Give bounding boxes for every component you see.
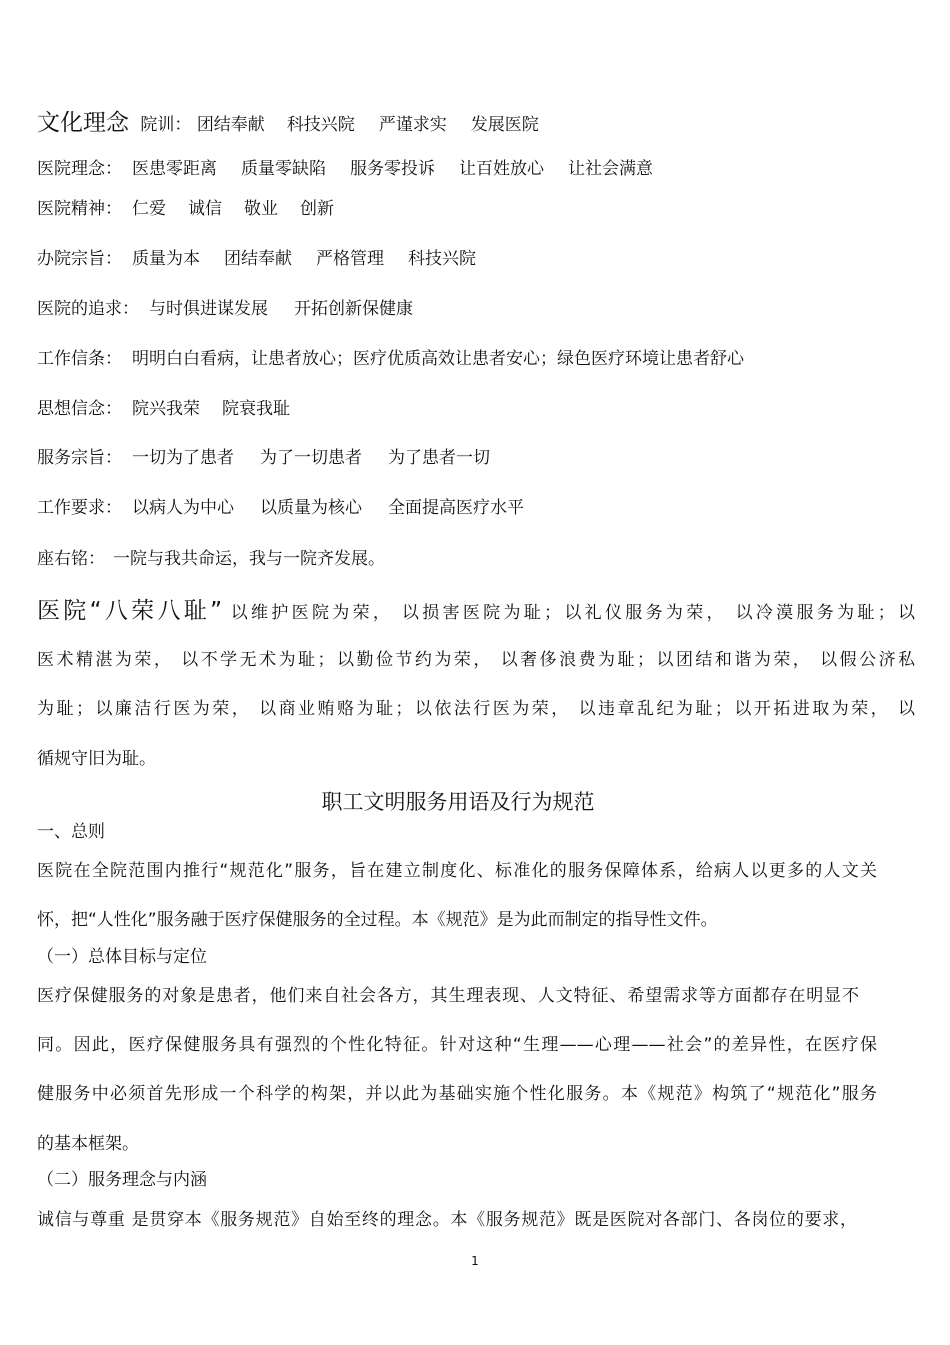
row-item: 质量零缺陷 bbox=[241, 159, 326, 179]
concept-line bbox=[37, 158, 653, 180]
requirement-line bbox=[37, 497, 524, 519]
motto-item: 严谨求实 bbox=[378, 115, 447, 135]
honor-line-3 bbox=[37, 698, 915, 720]
motto-label: 院训： bbox=[140, 115, 192, 135]
motto-item: 团结奉献 bbox=[196, 115, 265, 135]
row-item: 仁爱 bbox=[132, 199, 166, 219]
honor-segment: 以维护医院为荣， bbox=[230, 603, 394, 623]
row-item: 让百姓放心 bbox=[459, 159, 544, 179]
motto-item: 科技兴院 bbox=[286, 115, 355, 135]
page-number: 1 bbox=[471, 1254, 479, 1268]
row-label: 工作信条： bbox=[37, 349, 122, 369]
row-item: 团结奉献 bbox=[224, 249, 292, 269]
row-item: 以质量为核心 bbox=[260, 498, 362, 518]
creed-line bbox=[37, 348, 744, 370]
para-line: 医院在全院范围内推行“规范化”服务，旨在建立制度化、标准化的服务保障体系，给病人以更多的人文关 bbox=[37, 861, 877, 881]
row-item: 质量为本 bbox=[132, 249, 200, 269]
honor-segment: 以奢侈浪费为耻；以团结和谐为荣， bbox=[500, 650, 813, 670]
honor-segment: 以 bbox=[898, 699, 916, 719]
subsection-heading: （二）服务理念与内涵 bbox=[37, 1170, 207, 1190]
para-line: 怀，把“人性化”服务融于医疗保健服务的全过程。本《规范》是为此而制定的指导性文件。 bbox=[37, 910, 718, 930]
row-text: 一院与我共命运，我与一院齐发展。 bbox=[113, 549, 385, 569]
row-label: 医院精神： bbox=[37, 199, 122, 219]
honor-segment: 以商业贿赂为耻；以依法行医为荣， bbox=[259, 699, 571, 719]
service-line bbox=[37, 447, 490, 469]
para-line: 医疗保健服务的对象是患者，他们来自社会各方，其生理表现、人文特征、希望需求等方面都存在明显不 bbox=[37, 986, 859, 1006]
pursuit-line bbox=[37, 298, 413, 320]
spirit-line bbox=[37, 198, 334, 220]
para-line: 的基本框架。 bbox=[37, 1134, 139, 1154]
row-label: 服务宗旨： bbox=[37, 448, 122, 468]
row-item: 科技兴院 bbox=[408, 249, 476, 269]
honor-line-2 bbox=[37, 649, 915, 671]
honor-segment: 为耻；以廉洁行医为荣， bbox=[37, 699, 252, 719]
honor-segment: 以冷漠服务为耻；以 bbox=[735, 603, 916, 623]
row-item: 为了患者一切 bbox=[388, 448, 490, 468]
row-item: 开拓创新保健康 bbox=[294, 299, 413, 319]
section-title: 职工文明服务用语及行为规范 bbox=[321, 790, 595, 814]
row-item: 为了一切患者 bbox=[260, 448, 362, 468]
honor-segment: 以不学无术为耻；以勤俭节约为荣， bbox=[181, 650, 493, 670]
belief-line bbox=[37, 398, 290, 420]
row-item: 敬业 bbox=[244, 199, 278, 219]
honor-line-1 bbox=[37, 596, 915, 626]
row-label: 思想信念： bbox=[37, 399, 122, 419]
row-item: 院衰我耻 bbox=[222, 399, 290, 419]
row-item: 服务零投诉 bbox=[350, 159, 435, 179]
honor-line-4 bbox=[37, 748, 156, 770]
subsection-heading: （一）总体目标与定位 bbox=[37, 947, 207, 967]
culture-line bbox=[37, 108, 539, 138]
row-item: 全面提高医疗水平 bbox=[388, 498, 524, 518]
row-label: 医院的追求： bbox=[37, 299, 139, 319]
honor-segment: 医术精湛为荣， bbox=[37, 650, 174, 670]
row-label: 工作要求： bbox=[37, 498, 122, 518]
row-item: 严格管理 bbox=[316, 249, 384, 269]
purpose-line bbox=[37, 248, 476, 270]
para-line: 同。因此，医疗保健服务具有强烈的个性化特征。针对这种“生理——心理——社会”的差异性，在医疗保 bbox=[37, 1035, 877, 1055]
honor-heading: 医院“八荣八耻” bbox=[37, 598, 222, 624]
culture-heading: 文化理念 bbox=[37, 110, 129, 136]
row-text: 明明白白看病，让患者放心；医疗优质高效让患者安心；绿色医疗环境让患者舒心 bbox=[132, 349, 744, 369]
honor-segment: 以假公济私 bbox=[820, 650, 916, 670]
row-label: 医院理念： bbox=[37, 159, 122, 179]
maxim-line bbox=[37, 548, 385, 570]
row-item: 院兴我荣 bbox=[132, 399, 200, 419]
row-item: 创新 bbox=[300, 199, 334, 219]
honor-segment: 以损害医院为耻；以礼仪服务为荣， bbox=[401, 603, 727, 623]
row-item: 一切为了患者 bbox=[132, 448, 234, 468]
row-item: 以病人为中心 bbox=[132, 498, 234, 518]
row-item: 诚信 bbox=[188, 199, 222, 219]
row-item: 让社会满意 bbox=[568, 159, 653, 179]
row-item: 与时俱进谋发展 bbox=[149, 299, 268, 319]
para-line: 诚信与尊重 是贯穿本《服务规范》自始至终的理念。本《服务规范》既是医院对各部门、各岗位的要求， bbox=[37, 1210, 857, 1230]
section-heading: 一、总则 bbox=[37, 822, 105, 842]
honor-segment: 循规守旧为耻。 bbox=[37, 749, 156, 769]
motto-item: 发展医院 bbox=[470, 115, 539, 135]
row-item: 医患零距离 bbox=[132, 159, 217, 179]
honor-segment: 以违章乱纪为耻；以开拓进取为荣， bbox=[578, 699, 891, 719]
row-label: 办院宗旨： bbox=[37, 249, 122, 269]
row-label: 座右铭： bbox=[37, 549, 105, 569]
para-line: 健服务中必须首先形成一个科学的构架，并以此为基础实施个性化服务。本《规范》构筑了“规范化”服务 bbox=[37, 1084, 877, 1104]
